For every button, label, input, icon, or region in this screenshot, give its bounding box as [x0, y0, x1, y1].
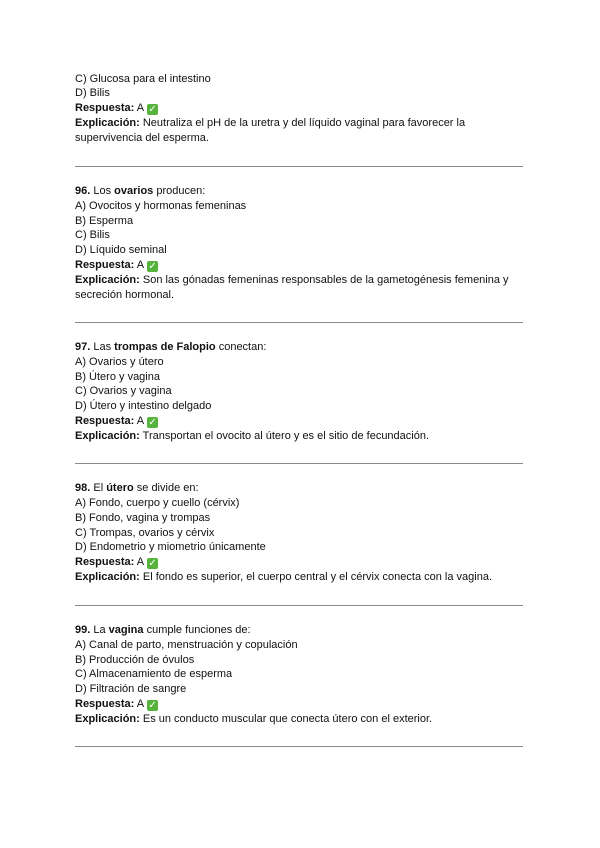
question-stem-post: se divide en: — [136, 482, 199, 494]
answer-value: A — [136, 259, 145, 271]
question-number: 98. — [75, 482, 91, 494]
divider — [75, 322, 523, 323]
divider — [75, 166, 523, 167]
question-keyword: vagina — [108, 624, 144, 636]
option-a: A) Ovocitos y hormonas femeninas — [75, 200, 247, 212]
option-a: A) Canal de parto, menstruación y copulación — [75, 639, 298, 651]
option-c: C) Almacenamiento de esperma — [75, 668, 233, 680]
question-98-stem — [75, 481, 199, 495]
explanation-line — [75, 570, 492, 584]
answer-value: A — [136, 698, 145, 710]
answer-line — [75, 414, 158, 428]
answer-value: A — [136, 556, 145, 568]
question-97-stem — [75, 340, 266, 354]
answer-line — [75, 555, 158, 569]
question-number: 97. — [75, 341, 91, 353]
answer-line — [75, 101, 158, 115]
explanation-label: Explicación: — [75, 274, 140, 286]
question-99-stem — [75, 623, 251, 637]
answer-value: A — [136, 415, 145, 427]
question-stem-post: conectan: — [218, 341, 267, 353]
option-b: B) Producción de óvulos — [75, 654, 195, 666]
answer-line — [75, 697, 158, 711]
question-stem-post: producen: — [156, 185, 206, 197]
option-b: B) Útero y vagina — [75, 371, 160, 383]
option-b: B) Esperma — [75, 215, 134, 227]
divider — [75, 463, 523, 464]
answer-line — [75, 258, 158, 272]
answer-label: Respuesta: — [75, 415, 135, 427]
option-a: A) Fondo, cuerpo y cuello (cérvix) — [75, 497, 240, 509]
question-stem-pre: Las — [93, 341, 112, 353]
answer-label: Respuesta: — [75, 102, 135, 114]
option-c: C) Glucosa para el intestino — [75, 73, 211, 85]
option-c: C) Bilis — [75, 229, 110, 241]
check-mark-icon: ✓ — [148, 700, 157, 711]
explanation-text: Neutraliza el pH de la uretra y del líquido vaginal para favorecer la — [142, 117, 466, 129]
check-mark-icon: ✓ — [148, 417, 157, 428]
answer-label: Respuesta: — [75, 259, 135, 271]
explanation-text-continued: secreción hormonal. — [75, 289, 175, 301]
question-96-stem — [75, 184, 205, 198]
question-stem-pre: La — [93, 624, 106, 636]
answer-label: Respuesta: — [75, 698, 135, 710]
option-c: C) Ovarios y vagina — [75, 385, 172, 397]
explanation-line — [75, 116, 465, 130]
option-d: D) Bilis — [75, 87, 110, 99]
divider — [75, 605, 523, 606]
option-a: A) Ovarios y útero — [75, 356, 164, 368]
explanation-label: Explicación: — [75, 117, 140, 129]
question-number: 96. — [75, 185, 91, 197]
option-d: D) Endometrio y miometrio únicamente — [75, 541, 266, 553]
explanation-line — [75, 273, 509, 287]
answer-label: Respuesta: — [75, 556, 135, 568]
explanation-label: Explicación: — [75, 713, 140, 725]
check-mark-icon: ✓ — [148, 558, 157, 569]
divider — [75, 746, 523, 747]
explanation-label: Explicación: — [75, 571, 140, 583]
explanation-text: Son las gónadas femeninas responsables de la gametogénesis femenina y — [142, 274, 509, 286]
option-d: D) Útero y intestino delgado — [75, 400, 212, 412]
check-mark-icon: ✓ — [148, 261, 157, 272]
option-d: D) Líquido seminal — [75, 244, 167, 256]
option-c: C) Trompas, ovarios y cérvix — [75, 527, 215, 539]
question-keyword: ovarios — [114, 185, 154, 197]
explanation-label: Explicación: — [75, 430, 140, 442]
check-mark-icon: ✓ — [148, 104, 157, 115]
explanation-text-continued: supervivencia del esperma. — [75, 132, 209, 144]
question-keyword: útero — [106, 482, 134, 494]
explanation-line — [75, 429, 429, 443]
explanation-line — [75, 712, 432, 726]
explanation-text: El fondo es superior, el cuerpo central y el cérvix conecta con la vagina. — [142, 571, 492, 583]
question-stem-pre: Los — [93, 185, 112, 197]
question-number: 99. — [75, 624, 91, 636]
question-stem-pre: El — [93, 482, 104, 494]
answer-value: A — [136, 102, 145, 114]
question-stem-post: cumple funciones de: — [146, 624, 251, 636]
explanation-text: Es un conducto muscular que conecta útero con el exterior. — [142, 713, 433, 725]
option-b: B) Fondo, vagina y trompas — [75, 512, 211, 524]
question-keyword: trompas de Falopio — [114, 341, 216, 353]
option-d: D) Filtración de sangre — [75, 683, 187, 695]
explanation-text: Transportan el ovocito al útero y es el sitio de fecundación. — [142, 430, 430, 442]
